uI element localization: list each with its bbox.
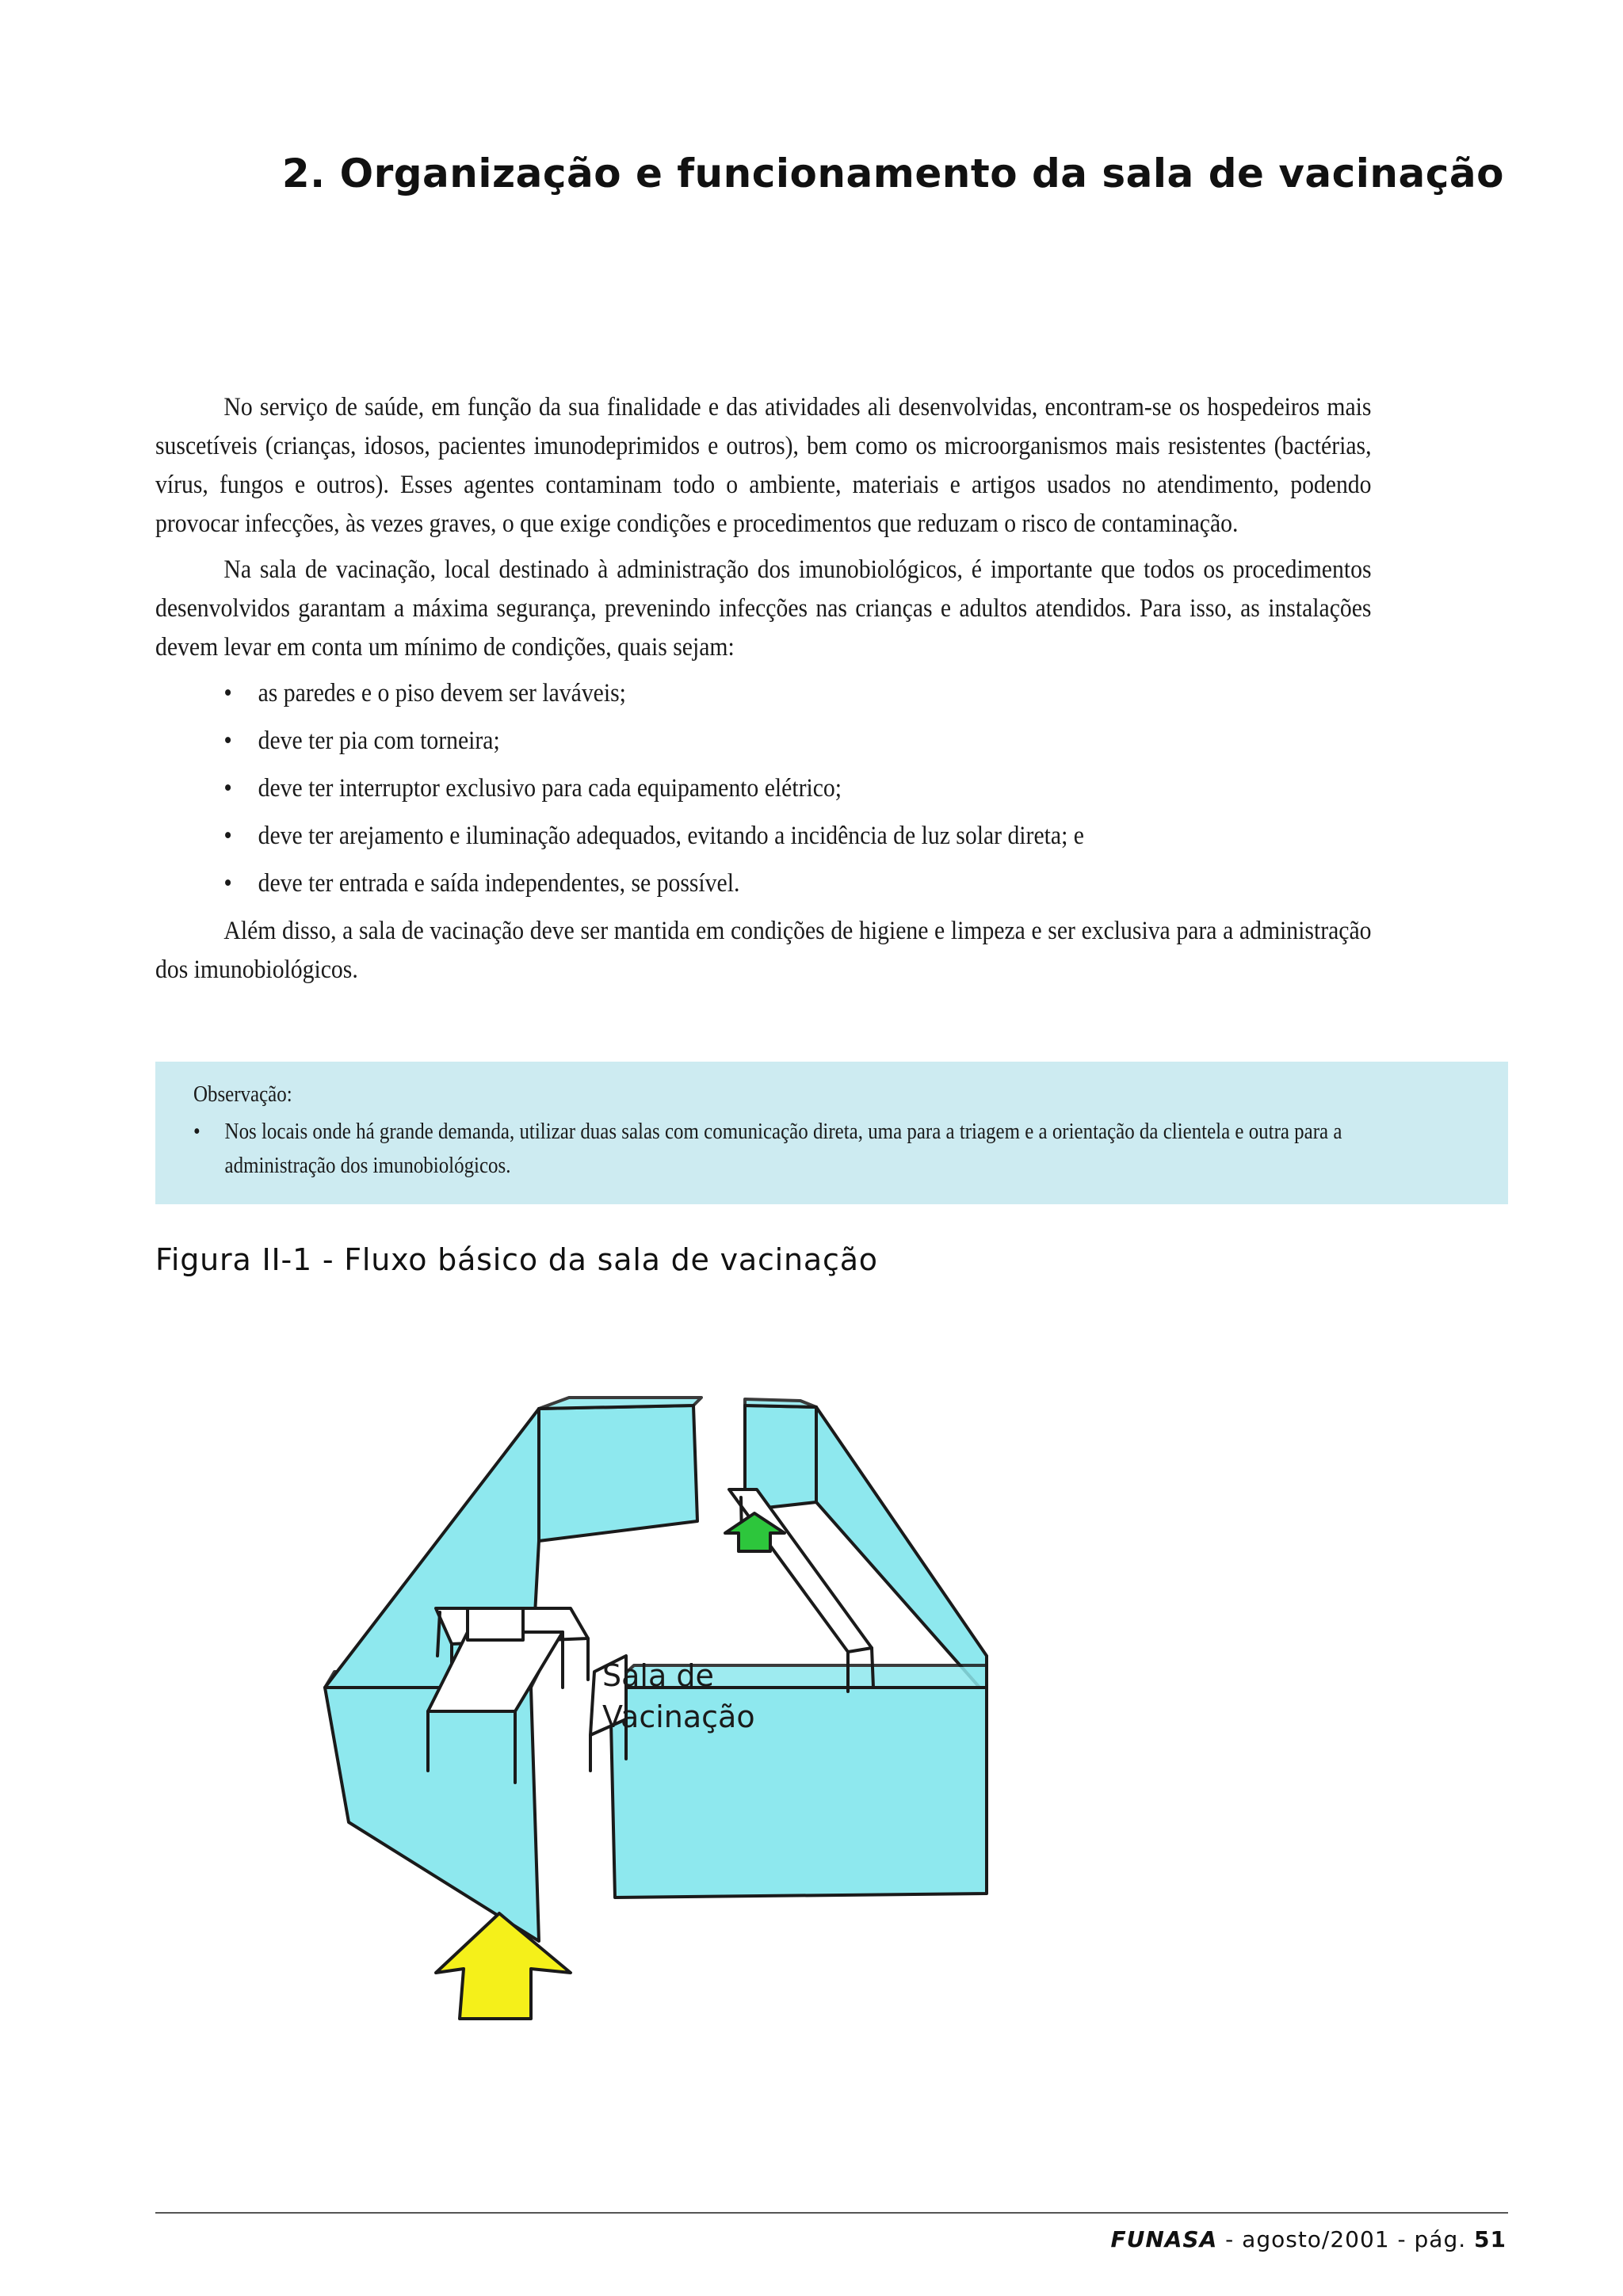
left-wall-front [325, 1688, 539, 1941]
footer-brand: FUNASA [1110, 2226, 1218, 2252]
back-wall [539, 1405, 697, 1541]
list-item [223, 674, 1371, 713]
page-title: 2. Organização e funcionamento da sala de vacinação [281, 151, 1504, 196]
list-item [223, 864, 1371, 903]
list-item-text: as paredes e o piso devem ser laváveis; [258, 679, 626, 707]
list-item-text: deve ter arejamento e iluminação adequados, evitando a incidência de luz solar direta; e [258, 822, 1084, 850]
list-item-text: deve ter entrada e saída independentes, se possível. [258, 869, 740, 898]
bullet-icon: • [223, 822, 232, 850]
list-item [223, 817, 1371, 856]
figure-vaccination-room [301, 1339, 1371, 2100]
observation-item [193, 1115, 1407, 1183]
observation-label: Observação: [193, 1081, 292, 1107]
bullet-icon: • [223, 869, 232, 898]
footer-date: - agosto/2001 - pág. [1217, 2226, 1475, 2252]
bullet-icon: • [223, 679, 232, 707]
room-label-line1: Sala de [602, 1658, 714, 1693]
room-illustration [301, 1339, 1371, 2100]
right-wall-top [745, 1399, 816, 1407]
list-item-text: deve ter interruptor exclusivo para cada equipamento elétrico; [258, 774, 842, 803]
observation-box [155, 1062, 1508, 1204]
list-item [223, 769, 1371, 808]
bullet-icon: • [223, 774, 232, 803]
page-footer [1110, 2226, 1507, 2252]
paragraph: Na sala de vacinação, local destinado à administração dos imunobiológicos, é importante que todos os procedimentos desenvolvidos garantam a máxima segurança, prevenindo infecções nas crianças e adultos atendidos. Para isso, as instalações devem levar em conta um mínimo de condições, quais sejam: [155, 555, 1372, 662]
body-text [155, 388, 1372, 997]
figure-caption: Figura II-1 - Fluxo básico da sala de vacinação [155, 1242, 878, 1277]
list-item-text: deve ter pia com torneira; [258, 727, 500, 755]
bullet-icon: • [193, 1119, 200, 1144]
paragraph: No serviço de saúde, em função da sua finalidade e das atividades ali desenvolvidas, encontram-se os hospedeiros mais suscetíveis (crianças, idosos, pacientes imunodeprimidos e outros), bem como os microorganismos mais resistentes (bactérias, vírus, fungos e outros). Esses agentes contaminam todo o ambiente, materiais e artigos usados no atendimento, podendo provocar infecções, às vezes graves, o que exige condições e procedimentos que reduzam o risco de contaminação. [155, 393, 1372, 538]
chair-back [468, 1608, 523, 1640]
back-wall-top [539, 1398, 701, 1409]
page-number: 51 [1474, 2226, 1507, 2252]
footer-divider [155, 2212, 1508, 2214]
bullet-icon: • [223, 727, 232, 755]
room-label-line2: Vacinação [602, 1699, 755, 1734]
conditions-list [155, 674, 1372, 903]
observation-content [193, 1077, 1407, 1183]
observation-item-text: Nos locais onde há grande demanda, utilizar duas salas com comunicação direta, uma para a triagem e a orientação da clientela e outra para a administração dos imunobiológicos. [224, 1119, 1342, 1178]
paragraph: Além disso, a sala de vacinação deve ser mantida em condições de higiene e limpeza e ser exclusiva para a administração dos imunobiológicos. [155, 917, 1372, 984]
list-item [223, 722, 1371, 761]
